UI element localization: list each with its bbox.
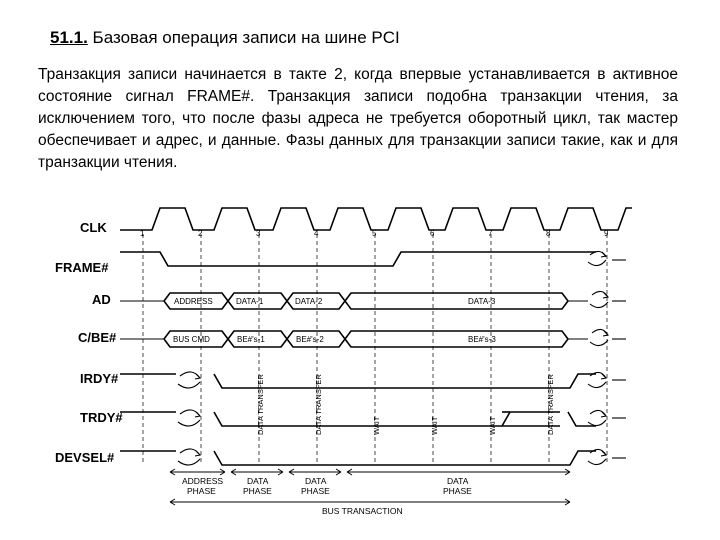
devsel-waveform — [120, 451, 596, 465]
signal-label-trdy: TRDY# — [80, 410, 123, 425]
ad-data3-label: DATA-3 — [468, 297, 496, 306]
pci-write-timing-diagram — [0, 200, 720, 520]
vlabel-wait-2: WAIT — [430, 416, 439, 435]
clk-waveform — [120, 208, 632, 230]
clock-number-6: 6 — [430, 229, 435, 238]
clock-number-1: 1 — [140, 229, 145, 238]
vlabel-data-transfer-2: DATA TRANSFER — [314, 374, 323, 435]
ad-bus-data3 — [345, 293, 568, 309]
page-heading — [50, 28, 400, 48]
data-phase-1-label-2: PHASE — [243, 486, 272, 496]
clock-number-4: 4 — [314, 229, 319, 238]
address-phase-label-1: ADDRESS — [182, 476, 224, 486]
signal-label-clk: CLK — [80, 220, 107, 235]
ad-turnaround-icon — [590, 291, 608, 307]
vlabel-wait-1: WAIT — [372, 416, 381, 435]
ad-data1-label: DATA-1 — [236, 297, 264, 306]
ad-address-label: ADDRESS — [174, 297, 213, 306]
trdy-waveform — [120, 412, 596, 426]
clock-number-9: 9 — [604, 229, 609, 238]
irdy-turnaround-icon — [178, 372, 200, 388]
clock-number-5: 5 — [372, 229, 377, 238]
cbe-cmd-label: BUS CMD — [173, 335, 210, 344]
signal-label-ad: AD — [92, 292, 111, 307]
signal-label-irdy: IRDY# — [80, 371, 119, 386]
cbe-bus-be3 — [345, 331, 568, 347]
signal-label-devsel: DEVSEL# — [55, 450, 115, 465]
cbe-be3-label: BE#'s-3 — [468, 335, 496, 344]
clock-number-8: 8 — [546, 229, 551, 238]
data-phase-1-label-1: DATA — [247, 476, 269, 486]
bus-transaction-label: BUS TRANSACTION — [322, 506, 403, 516]
cbe-turnaround-icon — [590, 329, 608, 345]
data-phase-2-label-2: PHASE — [301, 486, 330, 496]
vlabel-data-transfer-1: DATA TRANSFER — [256, 374, 265, 435]
ad-data2-label: DATA-2 — [295, 297, 323, 306]
frame-waveform — [120, 252, 596, 266]
description-paragraph: Транзакция записи начинается в такте 2, когда впервые устанавливается в активное состояние сигнал FRAME#. Транзакция записи подобна транзакции чтения, за исключением того, что после фазы адреса не требуется оборотный цикл, так мастер обеспечивает и адрес, и данные. Фазы данных для транзакции записи такие, как и для транзакции чтения. — [38, 66, 678, 171]
clock-number-3: 3 — [256, 229, 261, 238]
heading-number: 51.1. — [50, 28, 88, 47]
signal-label-cbe: C/BE# — [78, 330, 117, 345]
address-phase-label-2: PHASE — [187, 486, 216, 496]
cbe-be1-label: BE#'s-1 — [237, 335, 265, 344]
clock-number-2: 2 — [198, 229, 203, 238]
trdy-turnaround-icon — [178, 410, 200, 426]
frame-turnaround-icon — [588, 251, 606, 265]
devsel-turnaround-icon — [178, 449, 200, 465]
data-phase-3-label-2: PHASE — [443, 486, 472, 496]
trdy-turnaround-icon-end — [588, 410, 606, 425]
data-phase-3-label-1: DATA — [447, 476, 469, 486]
vlabel-data-transfer-3: DATA TRANSFER — [546, 374, 555, 435]
clock-number-7: 7 — [488, 229, 493, 238]
cbe-be2-label: BE#'s-2 — [296, 335, 324, 344]
signal-label-frame: FRAME# — [55, 260, 109, 275]
vlabel-wait-3: WAIT — [488, 416, 497, 435]
data-phase-2-label-1: DATA — [305, 476, 327, 486]
irdy-waveform — [120, 374, 596, 388]
heading-title: Базовая операция записи на шине PCI — [92, 28, 400, 47]
